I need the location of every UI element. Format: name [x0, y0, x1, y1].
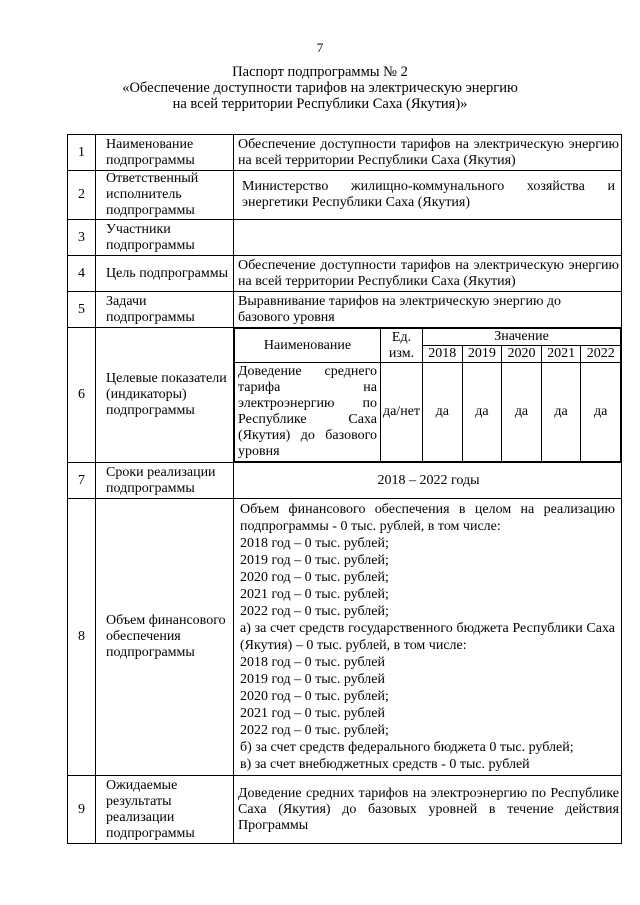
table-row: [68, 776, 622, 844]
table-row: [68, 256, 622, 292]
financing-intro: Объем финансового обеспечения в целом на реализацию подпрограммы - 0 тыс. рублей, в том числе:: [240, 502, 615, 534]
table-row: [68, 463, 622, 499]
row-value: [234, 220, 622, 256]
row-name: Участники подпрограммы: [96, 220, 234, 256]
passport-table: [67, 134, 622, 844]
row-value: Доведение средних тарифов на электроэнергию по Республике Саха (Якутия) до базовых уровней в течение действия Программы: [234, 776, 622, 844]
indicator-value: да: [502, 363, 542, 462]
financing-offbudget: в) за счет внебюджетных средств - 0 тыс. рублей: [240, 757, 530, 772]
row-name: Сроки реализации подпрограммы: [96, 463, 234, 499]
indicators-table: [234, 328, 621, 462]
title-line: Паспорт подпрограммы № 2: [232, 64, 408, 80]
table-row: [68, 171, 622, 220]
row-name: Объем финансового обеспечения подпрограммы: [96, 499, 234, 776]
table-row: [68, 328, 622, 463]
row-value: Министерство жилищно-коммунального хозяйства и энергетики Республики Саха (Якутия): [234, 171, 622, 220]
year-header: 2021: [541, 346, 581, 363]
row-value: 2018 – 2022 годы: [234, 463, 622, 499]
indicators-header-name: Наименование: [235, 329, 381, 363]
financing-year: 2018 год – 0 тыс. рублей;: [240, 536, 389, 551]
indicator-value: да: [581, 363, 621, 462]
row-value: Обеспечение доступности тарифов на электрическую энергию на всей территории Республики Саха (Якутия): [234, 135, 622, 171]
year-header: 2020: [502, 346, 542, 363]
table-row: [68, 292, 622, 328]
indicators-header-value: Значение: [423, 329, 621, 346]
row-name: Целевые показатели (индикаторы) подпрограммы: [96, 328, 234, 463]
page-number: 7: [316, 40, 324, 55]
indicators-cell: [234, 328, 622, 463]
row-number: 5: [68, 292, 96, 328]
title-line: «Обеспечение доступности тарифов на электрическую энергию: [122, 80, 518, 96]
table-row: [68, 135, 622, 171]
financing-year: 2022 год – 0 тыс. рублей;: [240, 723, 389, 738]
indicators-header-unit: Ед. изм.: [381, 329, 423, 363]
row-number: 4: [68, 256, 96, 292]
row-name: Наименование подпрограммы: [96, 135, 234, 171]
indicator-unit: да/нет: [381, 363, 423, 462]
indicator-value: да: [462, 363, 502, 462]
financing-cell: [234, 499, 622, 776]
year-header: 2019: [462, 346, 502, 363]
indicator-name: Доведение среднего тарифа на электроэнергию по Республике Саха (Якутия) до базового уровня: [235, 363, 381, 462]
indicator-value: да: [541, 363, 581, 462]
row-number: 8: [68, 499, 96, 776]
financing-year: 2019 год – 0 тыс. рублей: [240, 672, 385, 687]
row-number: 9: [68, 776, 96, 844]
row-name: Задачи подпрограммы: [96, 292, 234, 328]
row-value: Выравнивание тарифов на электрическую энергию до базового уровня: [234, 292, 622, 328]
row-number: 6: [68, 328, 96, 463]
row-number: 7: [68, 463, 96, 499]
row-value: Обеспечение доступности тарифов на электрическую энергию на всей территории Республики Саха (Якутия): [234, 256, 622, 292]
title-line: на всей территории Республики Саха (Якутия)»: [172, 96, 468, 112]
document-title: [0, 64, 640, 112]
row-name: Цель подпрограммы: [96, 256, 234, 292]
financing-year: 2018 год – 0 тыс. рублей: [240, 655, 385, 670]
financing-federal: б) за счет средств федерального бюджета 0 тыс. рублей;: [240, 740, 574, 755]
table-row: [68, 220, 622, 256]
row-name: Ожидаемые результаты реализации подпрограммы: [96, 776, 234, 844]
row-number: 1: [68, 135, 96, 171]
row-number: 3: [68, 220, 96, 256]
financing-year: 2020 год – 0 тыс. рублей;: [240, 689, 389, 704]
table-row: [68, 499, 622, 776]
year-header: 2018: [423, 346, 463, 363]
financing-regional: а) за счет средств государственного бюджета Республики Саха (Якутия) – 0 тыс. рублей, в том числе:: [240, 621, 615, 653]
indicator-value: да: [423, 363, 463, 462]
financing-year: 2020 год – 0 тыс. рублей;: [240, 570, 389, 585]
row-name: Ответственный исполнитель подпрограммы: [96, 171, 234, 220]
financing-year: 2021 год – 0 тыс. рублей;: [240, 587, 389, 602]
year-header: 2022: [581, 346, 621, 363]
financing-year: 2019 год – 0 тыс. рублей;: [240, 553, 389, 568]
row-number: 2: [68, 171, 96, 220]
financing-year: 2021 год – 0 тыс. рублей: [240, 706, 385, 721]
financing-year: 2022 год – 0 тыс. рублей;: [240, 604, 389, 619]
